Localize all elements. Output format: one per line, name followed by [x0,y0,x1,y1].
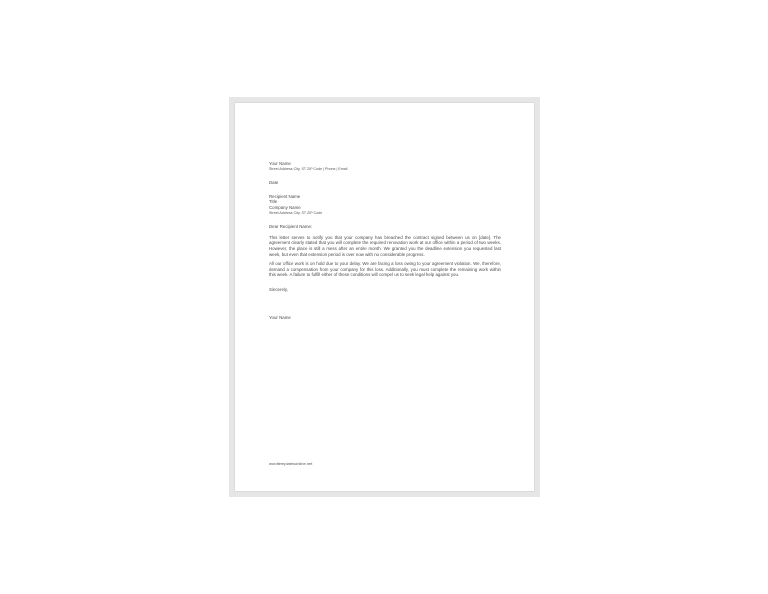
letter-body [269,161,501,320]
sender-name: Your Name [269,161,291,166]
document-page [235,103,534,491]
footer-website: wordtemplatesonline.net [269,461,313,466]
recipient-title: Title [269,199,278,205]
signature-name: Your Name [269,314,291,320]
salutation: Dear Recipient Name: [269,224,313,230]
document-thumbnail-frame [229,97,540,497]
recipient-address: Street Address City, ST ZIP Code [269,210,323,215]
sender-address: Street Address City, ST ZIP Code | Phone | Email [269,166,348,171]
recipient-company: Company Name [269,204,301,210]
body-paragraph-2: All our office work is on hold due to your delay. We are facing a loss owing to your agreement violation. We, therefore, demand a compensation from your company for this loss. Additionally, you must complete the remaining work within this week. A failure to fulfill either of these conditions will compel us to seek legal help against you. [269,261,501,278]
body-paragraph-1: This letter serves to notify you that your company has breached the contract signed between us on [date]. The agreement clearly stated that you will complete the required renovation work at our office within a period of two weeks. However, the place is still a mess after an entire month. We granted you the deadline extension you requested last week, but even that extension period is over now with no considerable progress. [269,234,501,257]
closing: Sincerely, [269,286,288,292]
letter-date: Date [269,180,279,186]
recipient-name: Recipient Name [269,193,301,199]
